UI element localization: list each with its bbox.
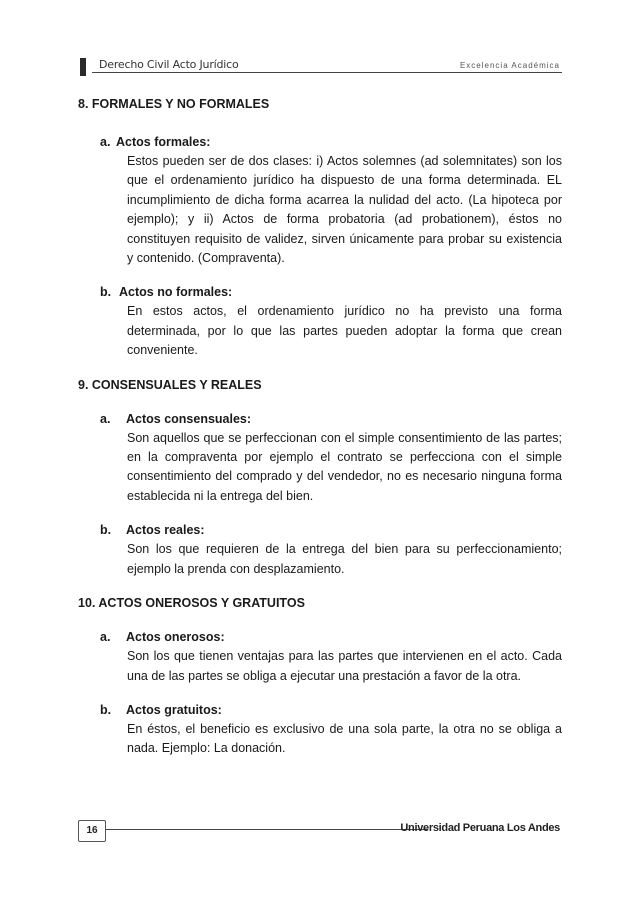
item-heading-text: Actos reales: (126, 523, 205, 538)
header-marker (80, 58, 86, 76)
header-course-title: Derecho Civil Acto Jurídico (99, 58, 239, 71)
item-body: Son aquellos que se perfeccionan con el simple consentimiento de las partes; en la compraventa por ejemplo el contrato se perfecciona con el simple consentimiento del comprado y del vendedor, no es necesario ninguna forma establecida ni la entrega del bien. (127, 430, 562, 503)
section-title: 8. FORMALES Y NO FORMALES (78, 97, 270, 111)
item-heading (100, 409, 562, 429)
item-heading-text: Actos formales: (116, 135, 211, 149)
item-heading (100, 700, 562, 720)
item-body: Estos pueden ser de dos clases: i) Actos solemnes (ad solemnitates) son los que el ordenamiento jurídico ha dispuesto de una forma determinada. EL incumplimiento de dicha forma acarrea la nulidad del acto. (La hipoteca por ejemplo); y ii) Actos de forma probatoria (ad probationem), éstos no constituyen requisito de validez, sirven únicamente para probar su existencia y contenido. (Compraventa). (127, 154, 562, 266)
item-heading-text: Actos no formales: (119, 285, 233, 300)
header-rule (92, 72, 562, 73)
page-number: 16 (78, 820, 106, 842)
section-title: 9. CONSENSUALES Y REALES (78, 377, 262, 392)
item-letter: b. (100, 523, 112, 538)
item-letter: a. (100, 135, 111, 149)
item-actos-onerosos (100, 627, 562, 686)
section-9 (78, 375, 562, 579)
section-10 (78, 593, 562, 759)
item-actos-consensuales (100, 409, 562, 507)
item-heading (100, 132, 562, 152)
item-letter: a. (100, 411, 111, 426)
item-heading (100, 520, 562, 540)
item-letter: b. (100, 702, 112, 717)
section-title: 10. ACTOS ONEROSOS Y GRATUITOS (78, 596, 305, 611)
item-body: Son los que requieren de la entrega del bien para su perfeccionamiento; ejemplo la prenda con desplazamiento. (127, 542, 562, 576)
item-heading-text: Actos onerosos: (126, 630, 225, 645)
item-letter: a. (100, 630, 111, 645)
page-content (78, 94, 562, 759)
item-heading-text: Actos gratuitos: (126, 702, 222, 717)
item-body: En estos actos, el ordenamiento jurídico no ha previsto una forma determinada, por lo que las partes pueden adoptar la forma que crean conveniente. (127, 304, 562, 358)
footer-rule (106, 829, 428, 830)
item-heading (100, 282, 562, 302)
item-heading (100, 627, 562, 647)
item-actos-gratuitos (100, 700, 562, 759)
item-actos-formales (100, 132, 562, 268)
page-header (0, 0, 638, 90)
header-tagline: Excelencia Académica (459, 61, 560, 70)
item-body: Son los que tienen ventajas para las partes que intervienen en el acto. Cada una de las partes se obliga a ejecutar una prestación a favor de la otra. (127, 649, 562, 683)
item-letter: b. (100, 285, 112, 300)
item-heading-text: Actos consensuales: (126, 411, 252, 426)
section-8 (78, 94, 562, 361)
item-actos-reales (100, 520, 562, 579)
item-actos-no-formales (100, 282, 562, 360)
footer-university: Universidad Peruana Los Andes (400, 822, 560, 834)
item-body: En éstos, el beneficio es exclusivo de una sola parte, la otra no se obliga a nada. Ejemplo: La donación. (127, 721, 562, 756)
